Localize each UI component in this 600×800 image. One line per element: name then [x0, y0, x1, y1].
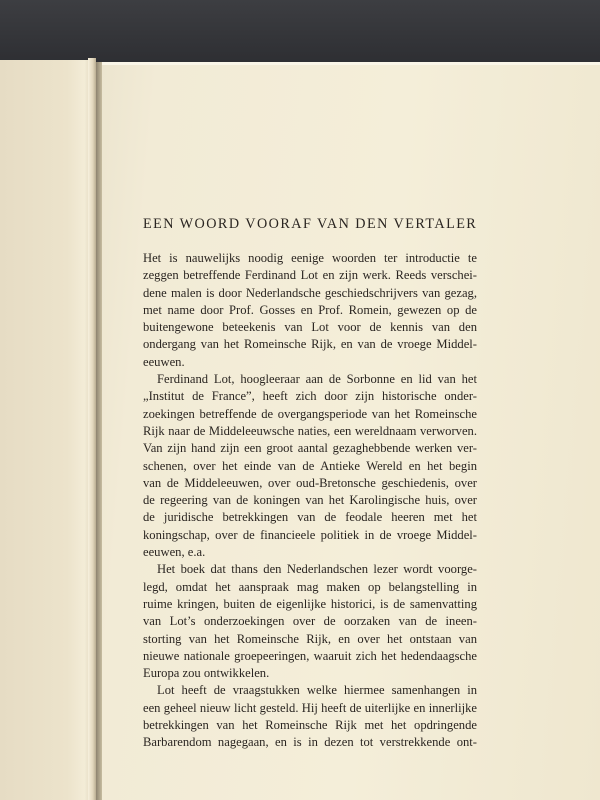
text-line: van de Middeleeuwen, over oud-Bretonsche geschiedenis, over	[143, 475, 477, 490]
text-line: eeuwen.	[143, 354, 185, 369]
text-line: met name door Prof. Gosses en Prof. Romein, gewezen op de	[143, 302, 477, 317]
body-text	[143, 250, 477, 752]
text-line: ruime kringen, buiten de eigenlijke historici, is de samenvatting	[143, 596, 477, 611]
text-line: eeuwen, e.a.	[143, 545, 206, 560]
text-line: schenen, over het einde van de Antieke Wereld en het begin	[143, 458, 477, 473]
page-title: EEN WOORD VOORAF VAN DEN VERTALER	[143, 216, 478, 232]
text-line: zoekingen betreffende de overgangsperiode van het Romeinsche	[143, 406, 477, 421]
text-line: ondergang van het Romeinsche Rijk, en van de vroege Middel-	[143, 337, 477, 352]
text-line: Barbarendom nagegaan, en is in dezen tot verstrekkende ont-	[143, 735, 477, 750]
page-top-edge	[102, 62, 600, 65]
text-line: Rijk naar de Middeleeuwsche naties, een wereldnaam verworven.	[143, 423, 477, 438]
text-line: Van zijn hand zijn een groot aantal gezaghebbende werken ver-	[143, 441, 477, 456]
text-line: dene malen is door Nederlandsche geschiedschrijvers van gezag,	[143, 285, 477, 300]
text-line: zeggen betreffende Ferdinand Lot en zijn werk. Reeds verschei-	[143, 268, 477, 283]
text-line: de juridische betrekkingen van de feodale heeren met het	[143, 510, 477, 525]
text-line: Lot heeft de vraagstukken welke hiermee samenhangen in	[157, 683, 477, 698]
text-line: storting van het Romeinsche Rijk, en over het ontstaan van	[143, 631, 477, 646]
text-line: nieuwe nationale groepeeringen, waaruit zich het hedendaagsche	[143, 648, 477, 663]
text-line: de regeering van de koningen van het Karolingische huis, over	[143, 493, 477, 508]
text-line: Het is nauwelijks noodig eenige woorden ter introductie te	[143, 251, 477, 265]
text-line: koningschap, over de financieele politiek in de vroege Middel-	[143, 527, 477, 542]
left-page	[0, 60, 96, 800]
text-line: legd, omdat het aanspraak mag maken op belangstelling in	[143, 579, 477, 594]
text-line: een geheel nieuw licht gesteld. Hij heeft de uiterlijke en innerlijke	[143, 700, 477, 715]
text-line: Europa zou ontwikkelen.	[143, 666, 270, 681]
text-line: Ferdinand Lot, hoogleeraar aan de Sorbonne en lid van het	[157, 372, 477, 387]
left-page-edge	[88, 58, 96, 800]
text-line: buitengewone beteekenis van Lot voor de kennis van den	[143, 320, 477, 335]
text-line: „Institut de France”, heeft zich door zijn historische onder-	[143, 389, 477, 404]
text-line: van Lot’s onderzoekingen over de oorzaken van de ineen-	[143, 614, 477, 629]
text-line: betrekkingen van het Romeinsche Rijk met het opdringende	[143, 718, 477, 733]
text-line: Het boek dat thans den Nederlandschen lezer wordt voorge-	[157, 562, 477, 577]
